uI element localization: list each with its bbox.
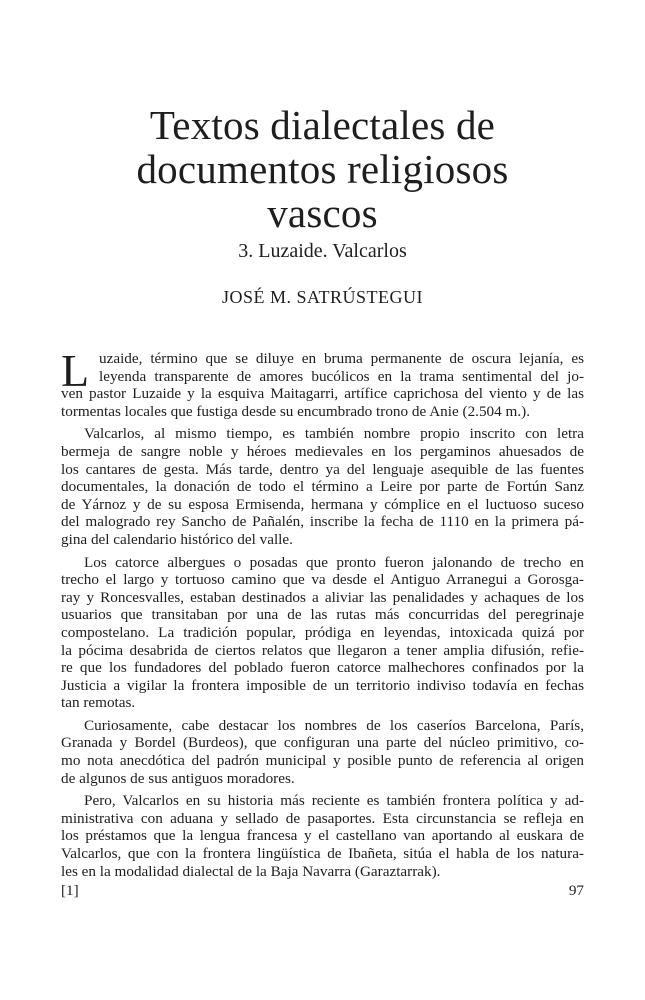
drop-cap: L xyxy=(61,345,90,396)
text-line: re que los fundadores del poblado fueron catorce malhechores confinados por la xyxy=(61,659,584,677)
text-line: documentales, la donación de todo el término a Leire por parte de Fortún Sanz xyxy=(61,478,584,496)
article-subtitle: 3. Luzaide. Valcarlos xyxy=(238,240,407,262)
article-body xyxy=(61,345,584,880)
text-line: Curiosamente, cabe destacar los nombres de los caseríos Barcelona, París, xyxy=(84,716,584,734)
text-line: Valcarlos, que con la frontera lingüística de Ibañeta, sitúa el habla de los natura- xyxy=(61,845,584,863)
paragraph xyxy=(61,554,584,712)
text-line: de algunos de sus antiguos moradores. xyxy=(61,769,295,787)
text-line: usuarios que transitaban por una de las rutas más concurridas del peregrinaje xyxy=(61,606,584,624)
text-line: Valcarlos, al mismo tiempo, es también nombre propio inscrito con letra xyxy=(84,425,584,443)
title-line: vascos xyxy=(267,190,378,236)
text-line: Pero, Valcarlos en su historia más reciente es también frontera política y ad- xyxy=(84,792,584,810)
paragraph xyxy=(61,425,584,548)
text-line: leyenda transparente de amores bucólicos en la trama sentimental del jo- xyxy=(99,367,584,385)
paragraph xyxy=(61,717,584,787)
section-marker: [1] xyxy=(61,882,79,899)
page-number: 97 xyxy=(568,882,584,899)
text-line: bermeja de sangre noble y héroes medievales en los pergaminos ahuesados de xyxy=(61,442,584,460)
text-line: gina del calendario histórico del valle. xyxy=(61,530,293,548)
text-line: la pócima desabrida de ciertos relatos que llegaron a tener amplia difusión, refie- xyxy=(61,641,584,659)
text-line: compostelano. La tradición popular, pródiga en leyendas, intoxicada quizá por xyxy=(61,623,584,641)
text-line: los cantares de gesta. Más tarde, dentro ya del lenguaje asequible de las fuentes xyxy=(61,460,584,478)
article-author: JOSÉ M. SATRÚSTEGUI xyxy=(221,287,424,307)
text-line: trecho el largo y tortuoso camino que va desde el Antiguo Arranegui a Gorosga- xyxy=(61,571,584,589)
text-line: Granada y Bordel (Burdeos), que configuran una parte del núcleo primitivo, co- xyxy=(61,734,584,752)
title-line: Textos dialectales de xyxy=(149,102,496,148)
text-line: ray y Roncesvalles, estaban destinados a aliviar las penalidades y achaques de los xyxy=(61,588,584,606)
text-line: mo nota anecdótica del padrón municipal y posible punto de referencia al origen xyxy=(61,752,584,770)
text-line: de Yárnoz y de su esposa Ermisenda, hermana y cómplice en el luctuoso suceso xyxy=(61,495,584,513)
text-line: del malogrado rey Sancho de Pañalén, inscribe la fecha de 1110 en la primera pá- xyxy=(61,513,584,531)
text-line: tormentas locales que fustiga desde su encumbrado trono de Anie (2.504 m.). xyxy=(61,402,531,420)
text-line: ven pastor Luzaide y la esquiva Maitagarri, artífice caprichosa del viento y de las xyxy=(61,385,584,403)
text-line: tan remotas. xyxy=(61,694,136,712)
paragraph xyxy=(61,345,584,420)
text-line: les en la modalidad dialectal de la Baja Navarra (Garaztarrak). xyxy=(61,862,441,880)
text-line: uzaide, término que se diluye en bruma permanente de oscura lejanía, es xyxy=(99,350,584,367)
title-line: documentos religiosos xyxy=(136,146,509,192)
article-title xyxy=(0,103,645,235)
text-line: Justicia a vigilar la frontera imposible de un territorio indiviso todavía en fechas xyxy=(61,676,584,694)
paragraph xyxy=(61,792,584,880)
text-line: ministrativa con aduana y sellado de pasaportes. Esta circunstancia se refleja en xyxy=(61,809,584,827)
text-line: Los catorce albergues o posadas que pronto fueron jalonando de trecho en xyxy=(84,553,584,571)
text-line: los préstamos que la lengua francesa y el castellano van aportando al euskara de xyxy=(61,827,584,845)
